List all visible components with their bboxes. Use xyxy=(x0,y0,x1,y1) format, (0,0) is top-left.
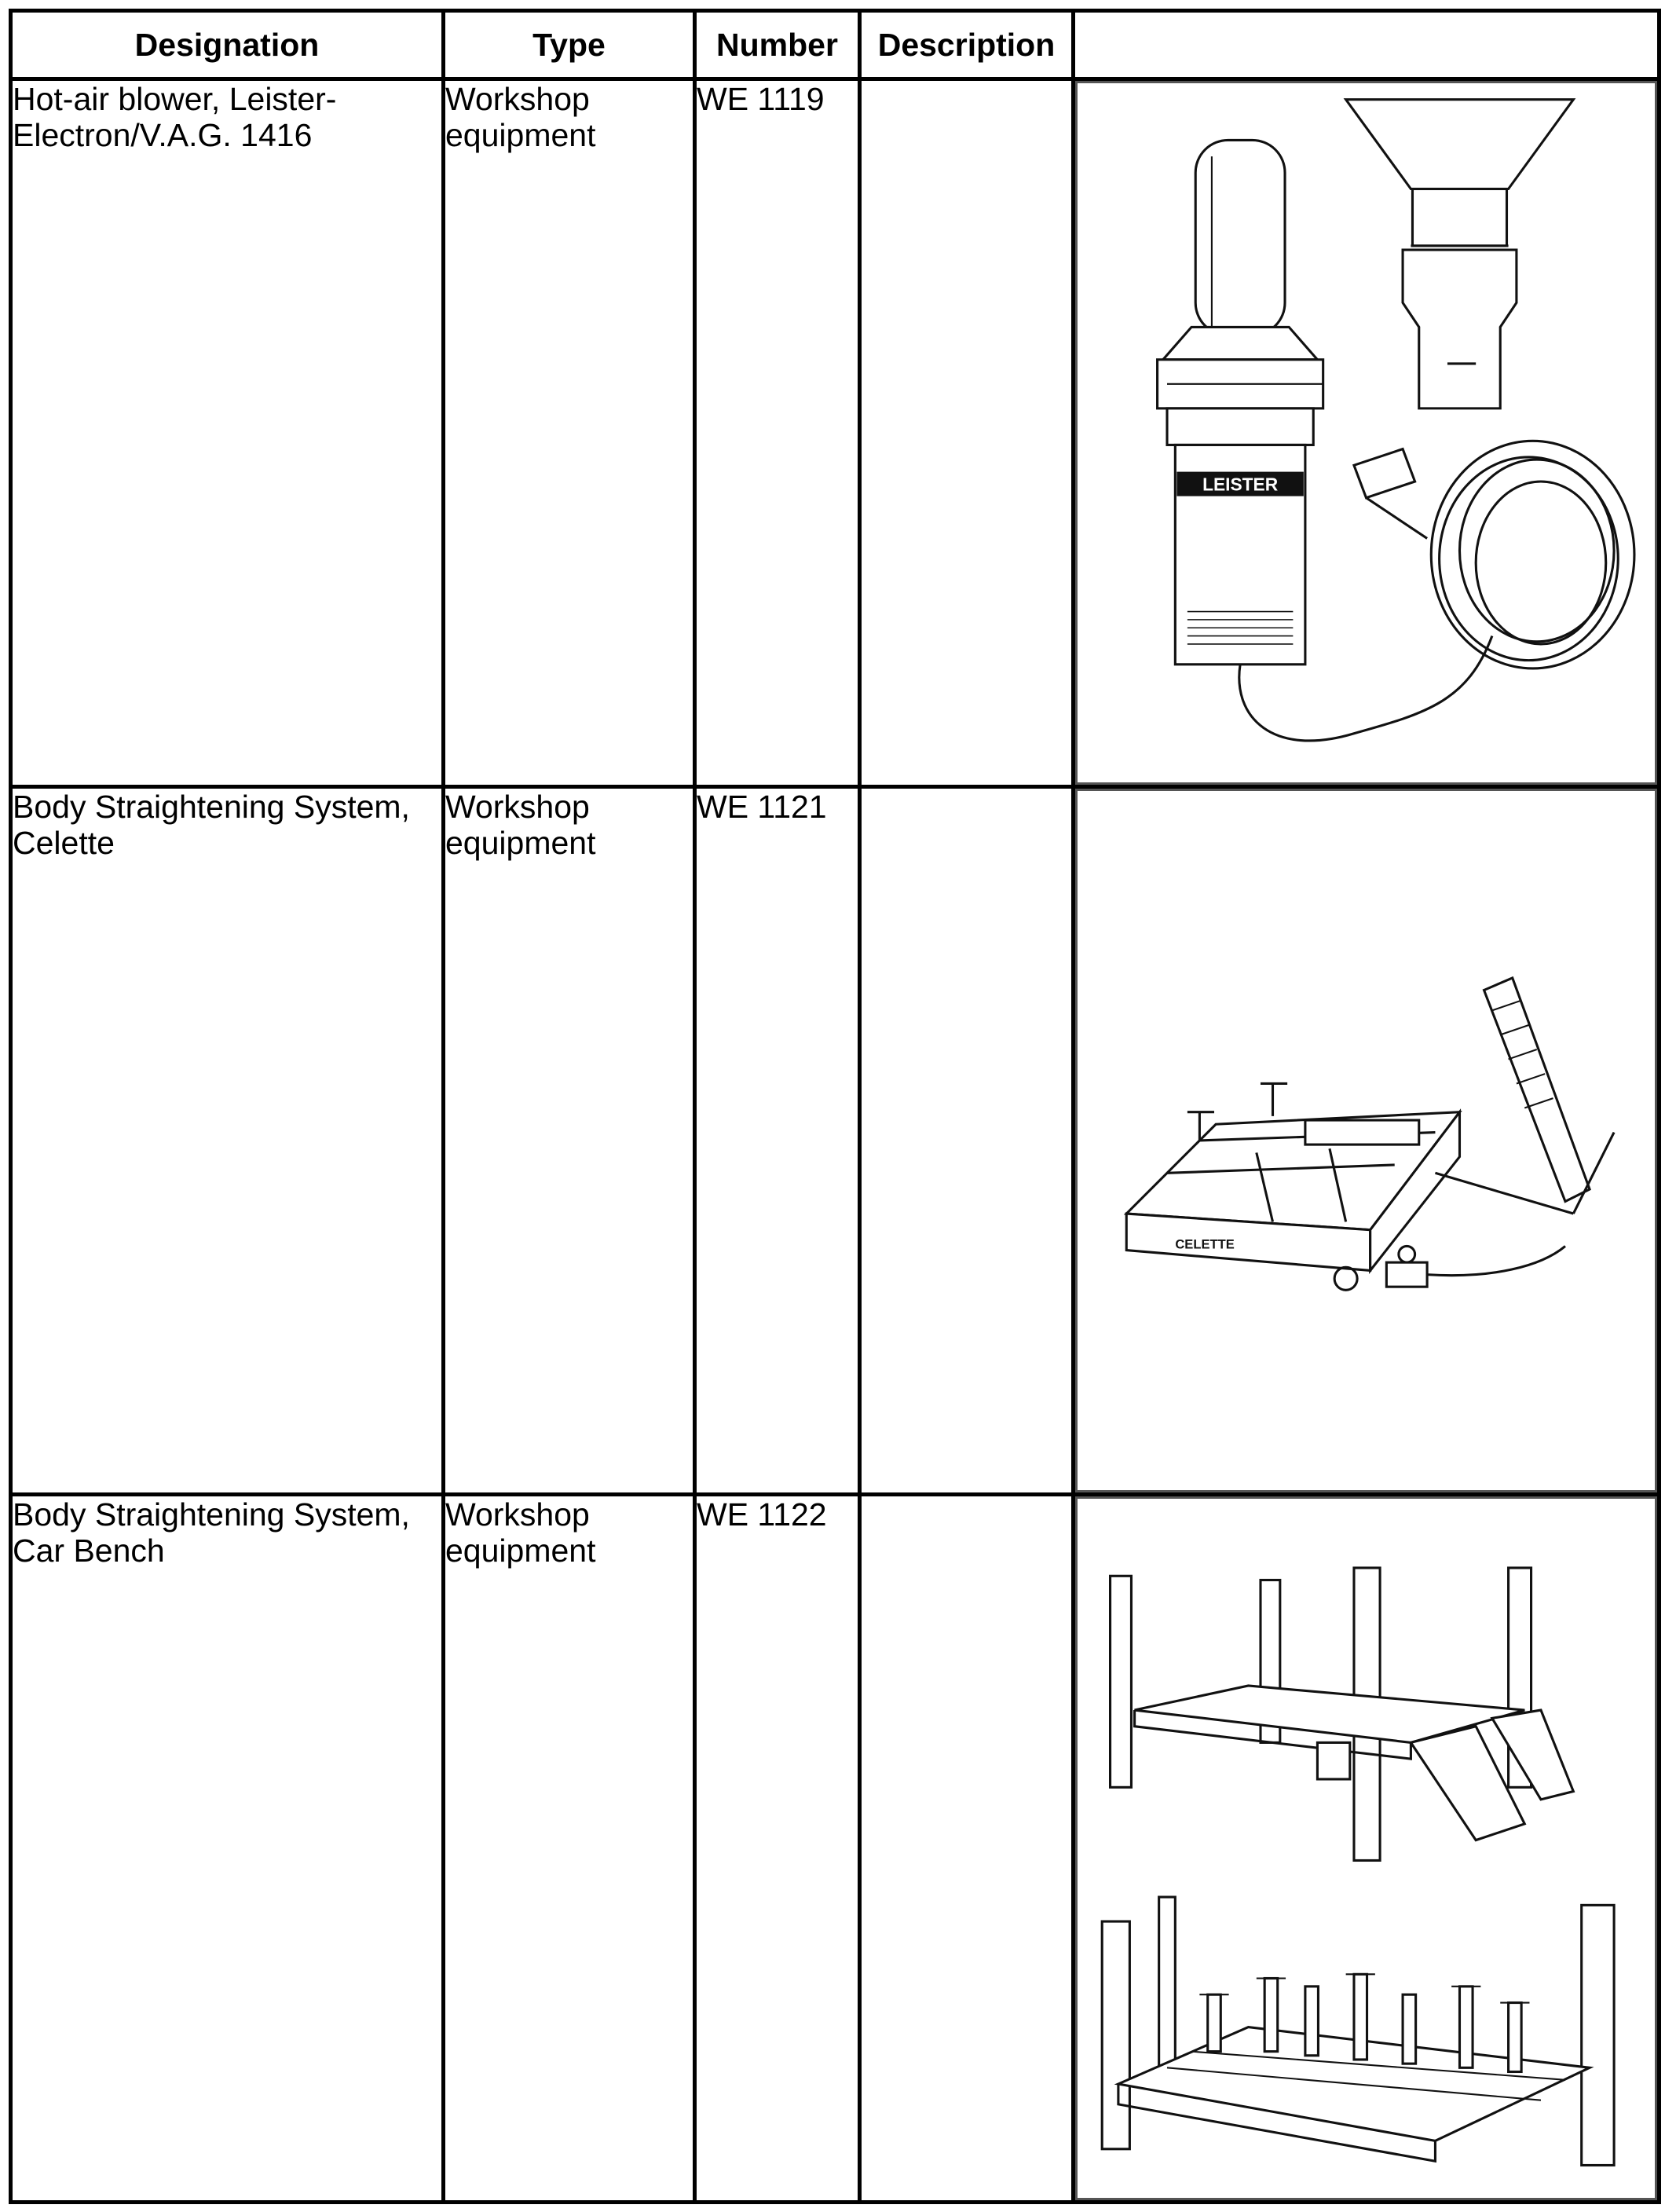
type-cell: Workshop equipment xyxy=(444,79,695,787)
description-cell xyxy=(860,79,1074,787)
type-cell: Workshop equipment xyxy=(444,1495,695,2203)
designation-cell: Body Straightening System, Celette xyxy=(11,787,444,1495)
number-cell: WE 1119 xyxy=(695,79,860,787)
description-cell xyxy=(860,1495,1074,2203)
brand-marking: CELETTE xyxy=(1175,1236,1235,1252)
car-bench-illustration xyxy=(1075,1496,1657,2200)
number-cell: WE 1122 xyxy=(695,1495,860,2203)
workshop-equipment-table xyxy=(9,9,1661,2204)
designation-cell: Body Straightening System, Car Bench xyxy=(11,1495,444,2203)
designation-cell: Hot-air blower, Leister-Electron/V.A.G. 1416 xyxy=(11,79,444,787)
celette-bench-illustration xyxy=(1075,789,1657,1492)
hot-air-blower-illustration xyxy=(1075,81,1657,785)
table-row xyxy=(11,787,1660,1495)
header-number: Number xyxy=(695,11,860,79)
image-cell xyxy=(1074,1495,1660,2203)
number-cell: WE 1121 xyxy=(695,787,860,1495)
table-row xyxy=(11,79,1660,787)
brand-marking: LEISTER xyxy=(1202,474,1279,495)
table-row xyxy=(11,1495,1660,2203)
description-cell xyxy=(860,787,1074,1495)
image-cell xyxy=(1074,79,1660,787)
header-type: Type xyxy=(444,11,695,79)
header-designation: Designation xyxy=(11,11,444,79)
header-image xyxy=(1074,11,1660,79)
type-cell: Workshop equipment xyxy=(444,787,695,1495)
header-row xyxy=(11,11,1660,79)
header-description: Description xyxy=(860,11,1074,79)
image-cell xyxy=(1074,787,1660,1495)
